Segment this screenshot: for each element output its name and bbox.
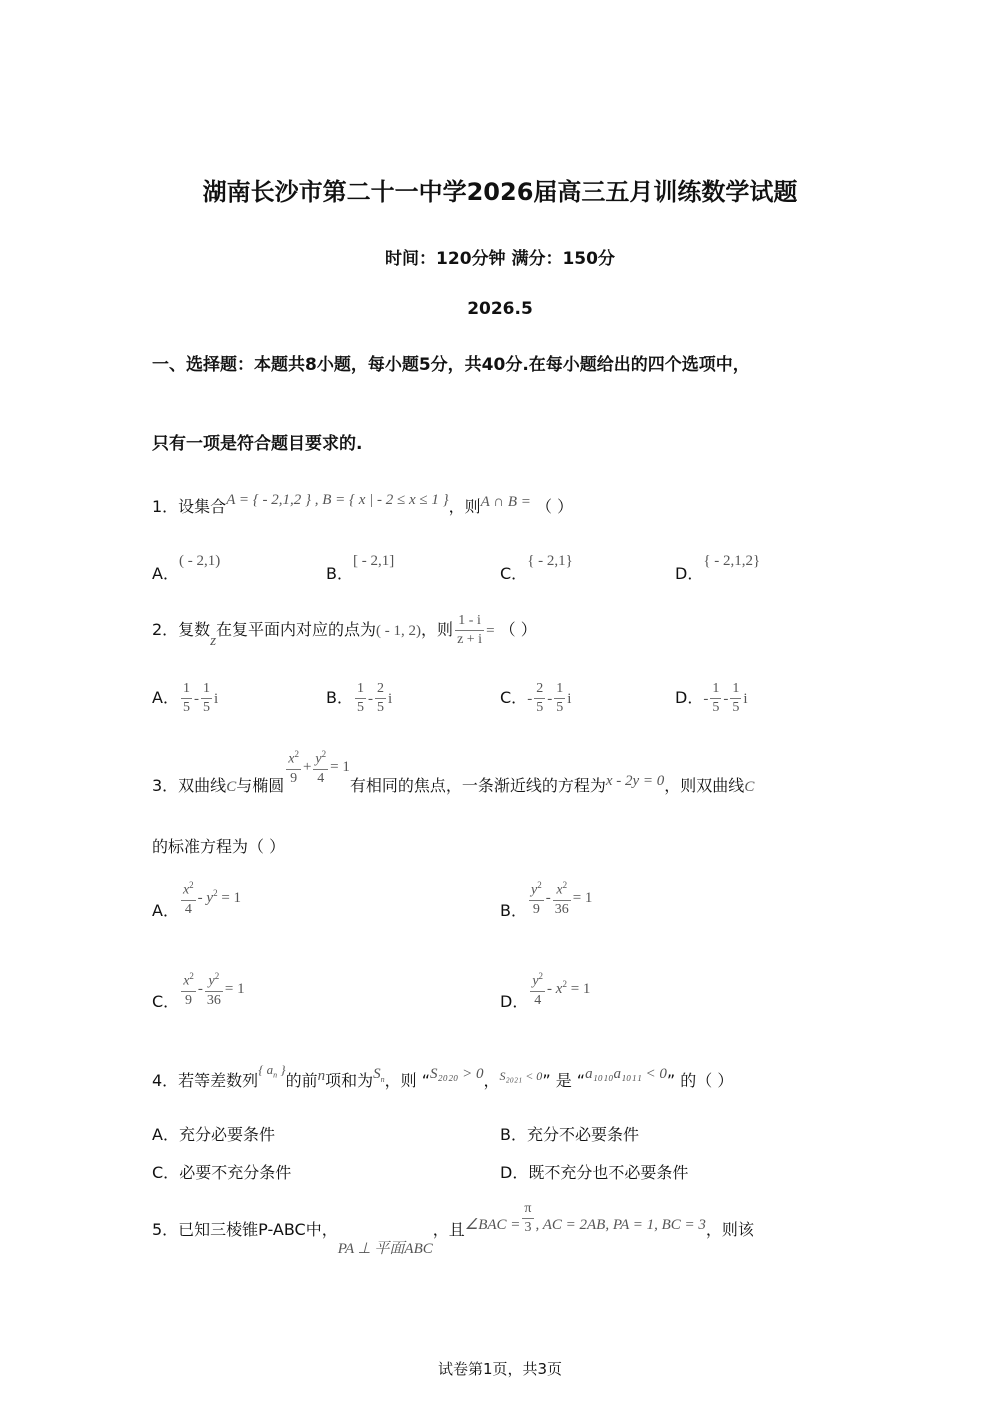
q2-numerator: 1 - i <box>455 612 484 631</box>
q3-c2: C <box>744 778 755 795</box>
q5-suffix: ，则该 <box>705 1220 754 1239</box>
q3-option-b: B． $\frac{y^2}{9}$ - $\frac{x^2}{36}$ = 1 <box>500 876 592 919</box>
q1-suffix: （ ） <box>536 497 574 516</box>
option-text: 充分不必要条件 <box>526 1125 639 1144</box>
q4-option-b <box>500 1122 639 1145</box>
q1-expr: A ∩ B = <box>480 494 531 510</box>
q3-mid3: ，则双曲线 <box>664 775 745 795</box>
option-label: D． <box>675 564 704 583</box>
option-value: { - 2,1,2} <box>703 553 761 569</box>
q5-mid: ，且 <box>432 1220 465 1239</box>
option-label: A． <box>152 688 179 707</box>
question-5 <box>152 1200 754 1257</box>
page-footer: 试卷第1页，共3页 <box>437 1360 563 1378</box>
q4-mid3: ，则 “ <box>384 1071 431 1090</box>
q4-sep: ， <box>483 1071 500 1090</box>
q4-cond2: S₂₀₂₁ < 0 <box>499 1069 543 1083</box>
option-value: [ - 2,1] <box>352 553 395 569</box>
q4-option-d <box>500 1160 688 1183</box>
q4-mid2: 项和为 <box>325 1071 374 1090</box>
option-label: B． <box>500 1125 527 1144</box>
question-3: 3．双曲线C与椭圆 $\frac{x^2}{9}$ + $\frac{y^2}{4}$ = 1有相同的焦点，一条渐近线的方程为x - 2y = 0，则双曲线C <box>152 745 754 788</box>
q3-mid2: 有相同的焦点，一条渐近线的方程为 <box>349 775 606 795</box>
q3-option-c: C． $\frac{x^2}{9}$ - $\frac{y^2}{36}$ = 1 <box>152 967 245 1010</box>
option-label: D． <box>500 991 529 1011</box>
q2-fraction <box>455 612 484 649</box>
q1-option-b <box>326 553 395 584</box>
q2-mid2: ，则 <box>421 620 454 639</box>
q3-asymptote: x - 2y = 0 <box>605 772 665 789</box>
q2-prefix: 2．复数 <box>152 620 211 639</box>
option-label: A． <box>152 564 179 583</box>
q1-sets: A = { - 2,1,2 } , B = { x | - 2 ≤ x ≤ 1 } <box>226 492 449 508</box>
q5-pi: π <box>522 1200 533 1219</box>
q2-eq: = <box>486 623 495 639</box>
question-1 <box>152 494 573 517</box>
q4-cond3: a₁₀₁₀a₁₀₁₁ < 0 <box>585 1066 667 1082</box>
q1-prefix: 1．设集合 <box>152 497 227 516</box>
q5-three: 3 <box>524 1220 532 1235</box>
q2-option-c: C．- $\frac{2}{5}$ - $\frac{1}{5}$ i <box>500 681 572 715</box>
q4-n: n <box>317 1068 326 1084</box>
q2-mid: 在复平面内对应的点为 <box>216 620 377 639</box>
q3-option-a: A． $\frac{x^2}{4}$ - $y^2 = 1$ <box>152 876 241 919</box>
q4-option-a <box>152 1122 275 1145</box>
q1-option-c <box>500 553 573 584</box>
exam-title: 湖南长沙市第二十一中学2026届高三五月训练数学试题 <box>202 178 798 206</box>
option-label: C． <box>500 564 528 583</box>
option-label: C． <box>152 991 180 1011</box>
option-value: ( - 2,1) <box>178 553 221 569</box>
q3-line2: 的标准方程为（ ） <box>152 837 286 856</box>
exam-date: 2026.5 <box>467 299 533 319</box>
option-label: D． <box>675 688 704 707</box>
q3-option-d: D． $\frac{y^2}{4}$ - $x^2 = 1$ <box>500 967 590 1010</box>
q4-cond1: S₂₀₂₀ > 0 <box>430 1066 484 1082</box>
q3-prefix: 3．双曲线 <box>152 775 227 795</box>
q1-mid: ，则 <box>448 497 481 516</box>
option-label: C． <box>152 1163 180 1182</box>
option-label: B． <box>500 900 527 920</box>
option-label: C． <box>500 688 528 707</box>
q2-option-b: B． $\frac{1}{5}$ - $\frac{2}{5}$ i <box>326 681 393 715</box>
exam-meta: 时间：120分钟 满分：150分 <box>385 249 615 269</box>
section-heading-line1: 一、选择题：本题共8小题，每小题5分，共40分.在每小题给出的四个选项中， <box>152 355 750 375</box>
q4-option-c <box>152 1160 291 1183</box>
q3-ellipse-rest: = 1 <box>330 758 350 775</box>
section-heading-line2: 只有一项是符合题目要求的. <box>152 434 363 454</box>
question-2 <box>152 612 537 649</box>
q1-option-a <box>152 553 221 584</box>
q4-mid4: ” 是 “ <box>542 1071 586 1090</box>
option-label: B． <box>326 564 353 583</box>
q5-prefix: 5．已知三棱锥P-ABC中， <box>152 1220 338 1239</box>
option-value: { - 2,1} <box>527 553 573 569</box>
option-label: A． <box>152 1125 179 1144</box>
option-label: A． <box>152 900 179 920</box>
q5-angle: ∠BAC = <box>464 1217 521 1233</box>
option-text: 充分必要条件 <box>178 1125 275 1144</box>
option-label: B． <box>326 688 353 707</box>
q2-suffix: （ ） <box>499 620 537 639</box>
q1-option-d <box>675 553 761 584</box>
option-label: D． <box>500 1163 529 1182</box>
option-text: 必要不充分条件 <box>179 1163 292 1182</box>
option-text: 既不充分也不必要条件 <box>528 1163 689 1182</box>
q5-rest: , AC = 2AB, PA = 1, BC = 3 <box>535 1217 706 1233</box>
q4-mid: 的前 <box>285 1071 318 1090</box>
q2-option-d: D．- $\frac{1}{5}$ - $\frac{1}{5}$ i <box>675 681 748 715</box>
q2-var: z <box>210 633 217 649</box>
q3-c: C <box>226 778 237 795</box>
q4-prefix: 4．若等差数列 <box>152 1071 259 1090</box>
q5-perp: PA ⊥ 平面ABC <box>337 1241 433 1257</box>
q2-option-a: A． $\frac{1}{5}$ - $\frac{1}{5}$ i <box>152 681 219 715</box>
q3-mid: 与椭圆 <box>236 775 285 795</box>
q2-point: ( - 1, 2) <box>376 623 422 639</box>
q2-denominator: z + i <box>457 632 483 647</box>
question-4: 4．若等差数列$^{\{ a_n \}}$的前n项和为$S_n$，则 “S₂₀₂₀ > 0，$^{S_{2021} < 0}$” 是 “a₁₀₁₀a₁₀₁₁ < 0” 的（ ） <box>152 1062 734 1090</box>
q4-suffix: ” 的（ ） <box>666 1071 734 1090</box>
